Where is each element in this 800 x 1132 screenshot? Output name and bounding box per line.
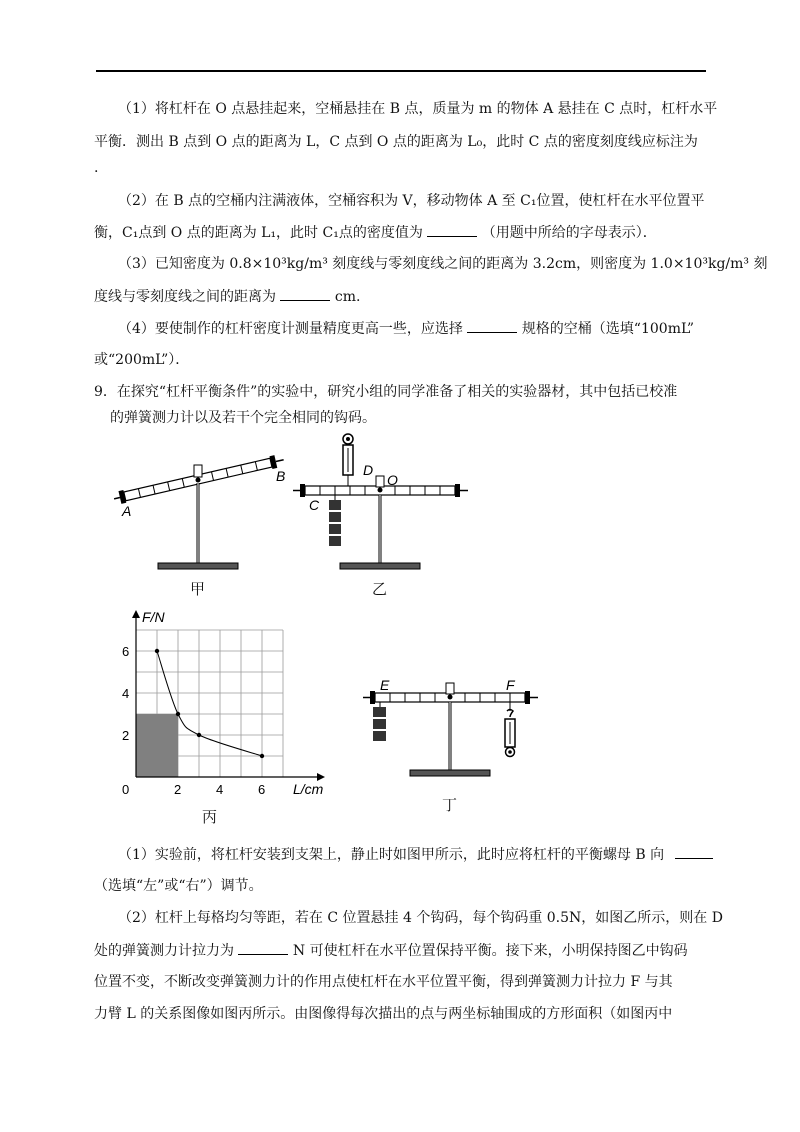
q8-p1-line2: 平衡．测出 B 点到 O 点的距离为 L，C 点到 O 点的距离为 L₀，此时 C 点的密度刻度线应标注为 <box>94 134 698 150</box>
figure-ding-lever <box>360 675 545 790</box>
q9-p2-line2-end: N 可使杠杆在水平位置保持平衡。接下来，小明保持图乙中钩码 <box>292 943 688 959</box>
figure-jia-lever-tilted <box>110 455 290 575</box>
q8-p4-line2: 或“200mL”）． <box>94 352 190 368</box>
answer-blank[interactable] <box>280 288 330 301</box>
y-tick-label: 2 <box>122 728 130 743</box>
answer-blank[interactable] <box>467 320 517 333</box>
answer-blank[interactable] <box>675 846 713 859</box>
q8-p4-line1-end: 规格的空桶（选填“100mL” <box>521 321 695 337</box>
q9-p2-line1: （2）杠杆上每格均匀等距，若在 C 位置悬挂 4 个钩码，每个钩码重 0.5N，如图乙所示，则在 D <box>118 910 723 926</box>
label-a: A <box>122 503 132 519</box>
q8-p2-line2 <box>94 224 657 242</box>
x-axis-arrow <box>317 773 325 781</box>
q8-p2-line1: （2）在 B 点的空桶内注满液体，空桶容积为 V，移动物体 A 至 C₁位置，使杠杆在水平位置平 <box>118 193 705 209</box>
q9-p2-line4: 力臂 L 的关系图像如图丙所示。由图像得每次描出的点与两坐标轴围成的方形面积（如图丙中 <box>94 1006 673 1022</box>
x-tick-label: 4 <box>216 782 224 797</box>
figure-bing-chart <box>112 605 362 805</box>
label-o: O <box>387 472 398 488</box>
header-rule <box>96 70 706 72</box>
q9-p2-line2 <box>94 942 688 960</box>
figure-jia-caption: 甲 <box>190 580 206 598</box>
q9-p1-line1 <box>118 846 713 864</box>
q8-p2-line2-end: （用题中所给的字母表示）． <box>481 225 657 241</box>
q9-intro-line1: 9．在探究“杠杆平衡条件”的实验中，研究小组的同学准备了相关的实验器材，其中包括已校准 <box>94 384 678 400</box>
answer-blank[interactable] <box>238 942 288 955</box>
q8-p3-line2-end: cm. <box>334 289 361 305</box>
x-tick-label: 6 <box>258 782 266 797</box>
label-c: C <box>309 497 320 513</box>
figure-ding-caption: 丁 <box>442 796 458 814</box>
y-axis-label: F/N <box>142 609 165 625</box>
data-point <box>197 733 201 737</box>
answer-blank[interactable] <box>427 224 477 237</box>
label-f: F <box>506 677 515 693</box>
data-point <box>155 649 159 653</box>
q8-p3-line1: （3）已知密度为 0.8×10³kg/m³ 刻度线与零刻度线之间的距离为 3.2cm，则密度为 1.0×10³kg/m³ 刻 <box>118 256 768 272</box>
label-e: E <box>380 677 390 693</box>
x-tick-label: 0 <box>122 782 130 797</box>
figure-yi-lever-balanced <box>290 428 470 576</box>
q8-p3-line2-start: 度线与零刻度线之间的距离为 <box>94 289 276 305</box>
y-tick-label: 6 <box>122 644 130 659</box>
q9-p2-line2-start: 处的弹簧测力计拉力为 <box>94 943 234 959</box>
data-point <box>176 712 180 716</box>
q8-p3-line2 <box>94 288 360 306</box>
q8-p1-line3: . <box>94 160 99 176</box>
q8-p1-line1: （1）将杠杆在 O 点悬挂起来，空桶悬挂在 B 点，质量为 m 的物体 A 悬挂在 C 点时，杠杆水平 <box>118 101 718 117</box>
q8-p2-line2-start: 衡，C₁点到 O 点的距离为 L₁，此时 C₁点的密度值为 <box>94 225 423 241</box>
x-tick-label: 2 <box>174 782 182 797</box>
figure-bing-caption: 丙 <box>202 808 218 826</box>
q8-p4-line1-start: （4）要使制作的杠杆密度计测量精度更高一些，应选择 <box>118 321 463 337</box>
q9-p2-line3: 位置不变，不断改变弹簧测力计的作用点使杠杆在水平位置平衡，得到弹簧测力计拉力 F 与其 <box>94 974 673 990</box>
y-tick-label: 4 <box>122 686 130 701</box>
shaded-area <box>136 714 178 777</box>
data-point <box>260 754 264 758</box>
y-axis-arrow <box>132 610 140 618</box>
q9-p1-line1-text: （1）实验前，将杠杆安装到支架上，静止时如图甲所示，此时应将杠杆的平衡螺母 B 向 <box>118 847 665 863</box>
q9-p1-line2: （选填“左”或“右”）调节。 <box>94 878 263 894</box>
label-b: B <box>276 468 286 484</box>
x-axis-label: L/cm <box>293 781 324 797</box>
q8-p4-line1 <box>118 320 694 338</box>
label-d: D <box>363 462 374 478</box>
q9-intro-line2: 的弹簧测力计以及若干个完全相同的钩码。 <box>110 410 376 426</box>
figure-yi-caption: 乙 <box>372 580 388 598</box>
